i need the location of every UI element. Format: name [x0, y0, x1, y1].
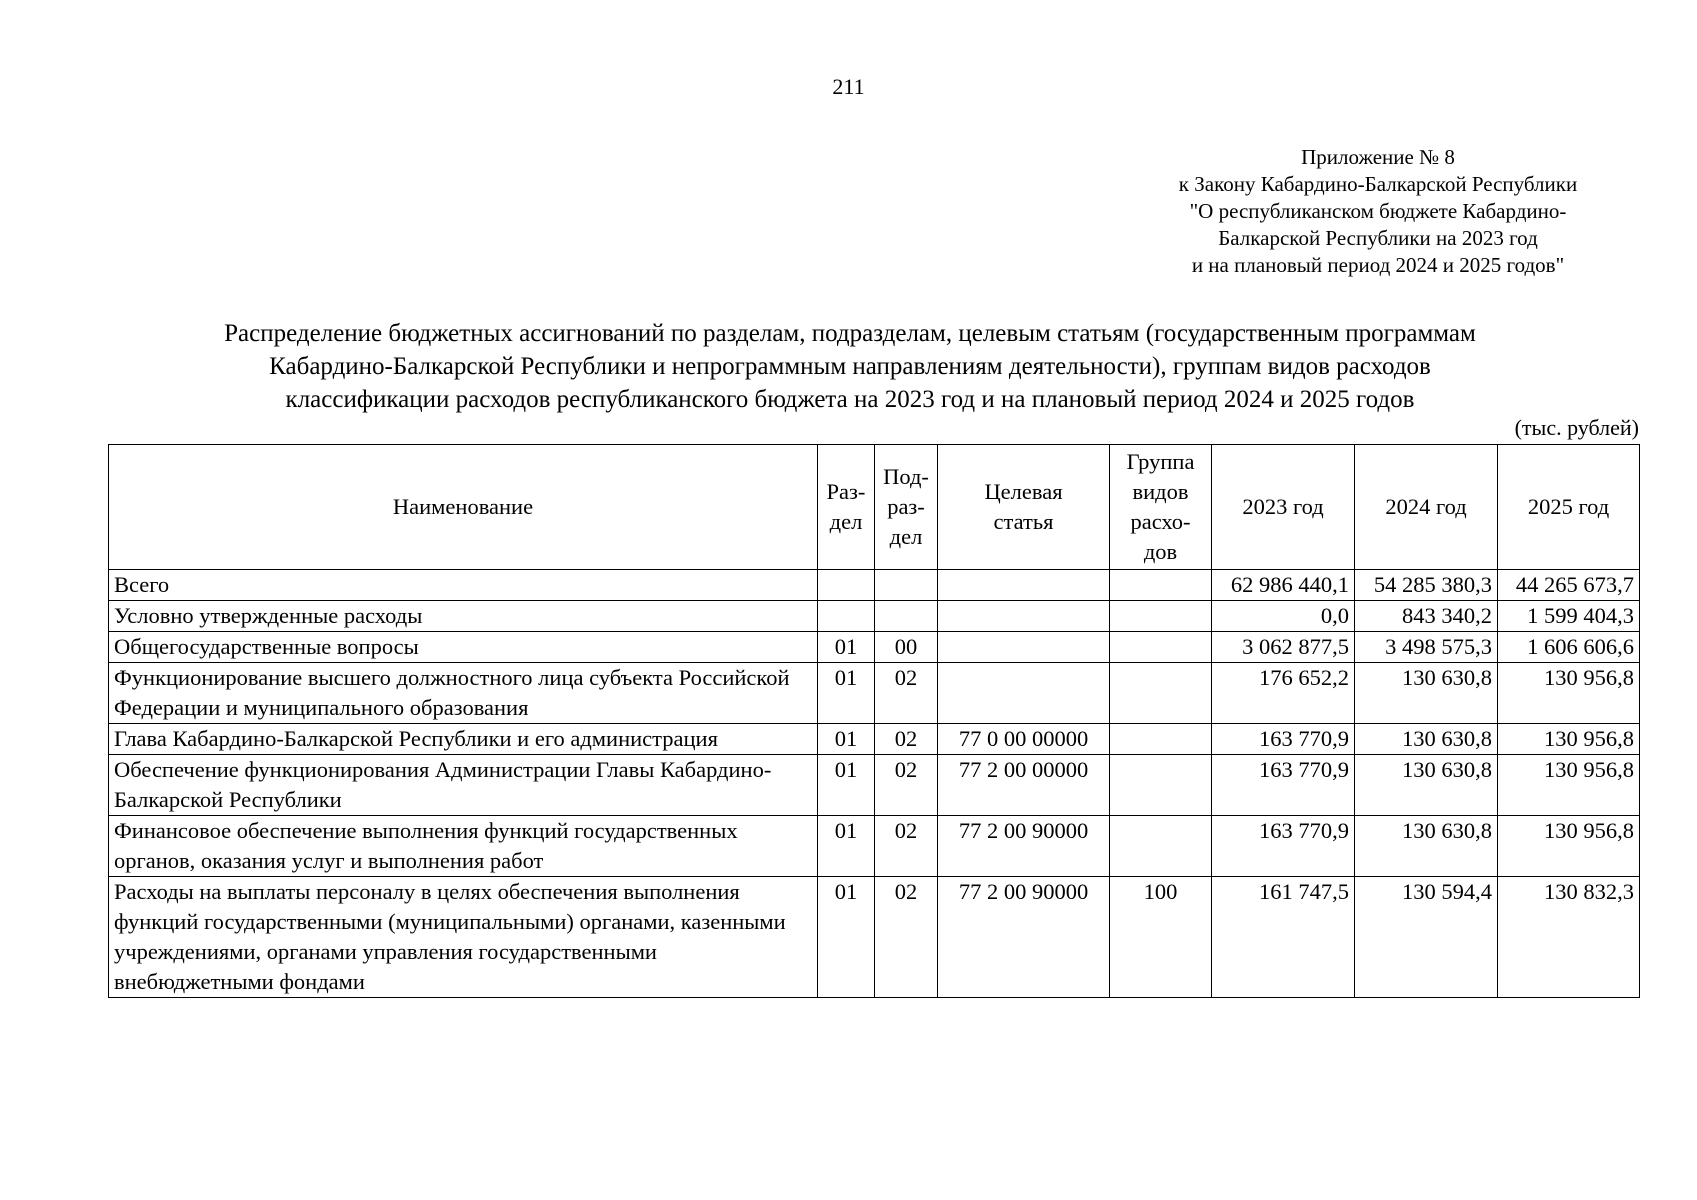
title-line: Распределение бюджетных ассигнований по разделам, подразделам, целевым статьям (государственным программам — [224, 320, 1476, 347]
cell-gruppa — [1110, 724, 1212, 755]
table-row — [109, 755, 1640, 816]
header-gruppa-vidov-rashodov: Группа видов расхо- дов — [1110, 445, 1212, 570]
cell-gruppa: 100 — [1110, 877, 1212, 998]
appendix-block — [1128, 144, 1628, 279]
header-razdel: Раз- дел — [818, 445, 875, 570]
cell-razdel — [818, 570, 875, 601]
cell-2023: 163 770,9 — [1212, 724, 1355, 755]
cell-gruppa — [1110, 755, 1212, 816]
cell-razdel: 01 — [818, 755, 875, 816]
cell-gruppa — [1110, 816, 1212, 877]
cell-name: Глава Кабардино-Балкарской Республики и его администрация — [109, 724, 818, 755]
cell-razdel: 01 — [818, 877, 875, 998]
cell-podrazdel — [875, 601, 938, 632]
table-row — [109, 816, 1640, 877]
document-title — [120, 317, 1580, 416]
cell-podrazdel: 02 — [875, 816, 938, 877]
cell-2024: 130 630,8 — [1355, 724, 1498, 755]
table-row — [109, 632, 1640, 663]
cell-razdel: 01 — [818, 816, 875, 877]
cell-celevaya-statya: 77 2 00 90000 — [938, 816, 1110, 877]
cell-2023: 163 770,9 — [1212, 816, 1355, 877]
cell-2025: 130 956,8 — [1498, 755, 1640, 816]
cell-2025: 130 956,8 — [1498, 663, 1640, 724]
appendix-line: "О республиканском бюджете Кабардино- — [1189, 199, 1567, 223]
cell-2023: 0,0 — [1212, 601, 1355, 632]
table-row — [109, 601, 1640, 632]
cell-2025: 1 599 404,3 — [1498, 601, 1640, 632]
title-line: классификации расходов республиканского бюджета на 2023 год и на плановый период 2024 и 2025 годов — [285, 386, 1415, 413]
cell-2025: 1 606 606,6 — [1498, 632, 1640, 663]
cell-name: Общегосударственные вопросы — [109, 632, 818, 663]
cell-2025: 44 265 673,7 — [1498, 570, 1640, 601]
cell-podrazdel: 02 — [875, 755, 938, 816]
table-row — [109, 570, 1640, 601]
cell-celevaya-statya: 77 0 00 00000 — [938, 724, 1110, 755]
cell-name: Условно утвержденные расходы — [109, 601, 818, 632]
cell-name: Финансовое обеспечение выполнения функций государственных органов, оказания услуг и выполнения работ — [109, 816, 818, 877]
cell-celevaya-statya — [938, 570, 1110, 601]
page-number: 211 — [832, 74, 865, 99]
table-row — [109, 877, 1640, 998]
header-2024: 2024 год — [1355, 445, 1498, 570]
header-2023: 2023 год — [1212, 445, 1355, 570]
cell-2024: 130 630,8 — [1355, 663, 1498, 724]
cell-2024: 130 630,8 — [1355, 755, 1498, 816]
appendix-line: Балкарской Республики на 2023 год — [1218, 226, 1538, 250]
cell-2024: 54 285 380,3 — [1355, 570, 1498, 601]
cell-podrazdel — [875, 570, 938, 601]
appendix-line: к Закону Кабардино-Балкарской Республики — [1178, 172, 1578, 196]
cell-2023: 161 747,5 — [1212, 877, 1355, 998]
cell-2024: 3 498 575,3 — [1355, 632, 1498, 663]
cell-2025: 130 956,8 — [1498, 724, 1640, 755]
cell-gruppa — [1110, 663, 1212, 724]
cell-razdel: 01 — [818, 724, 875, 755]
header-celevaya-statya: Целевая статья — [938, 445, 1110, 570]
table-header-row — [109, 445, 1640, 570]
cell-2023: 176 652,2 — [1212, 663, 1355, 724]
cell-2024: 130 630,8 — [1355, 816, 1498, 877]
cell-name: Функционирование высшего должностного лица субъекта Российской Федерации и муниципального образования — [109, 663, 818, 724]
cell-podrazdel: 02 — [875, 724, 938, 755]
cell-celevaya-statya — [938, 601, 1110, 632]
header-name: Наименование — [109, 445, 818, 570]
cell-name: Обеспечение функционирования Администрации Главы Кабардино-Балкарской Республики — [109, 755, 818, 816]
cell-celevaya-statya — [938, 663, 1110, 724]
table-row — [109, 724, 1640, 755]
header-podrazdel: Под- раз- дел — [875, 445, 938, 570]
cell-razdel: 01 — [818, 632, 875, 663]
cell-podrazdel: 02 — [875, 663, 938, 724]
cell-2024: 130 594,4 — [1355, 877, 1498, 998]
cell-2025: 130 956,8 — [1498, 816, 1640, 877]
budget-table — [108, 444, 1640, 998]
cell-gruppa — [1110, 570, 1212, 601]
header-2025: 2025 год — [1498, 445, 1640, 570]
units-label: (тыс. рублей) — [1514, 415, 1639, 440]
appendix-line: и на плановый период 2024 и 2025 годов" — [1191, 253, 1565, 277]
cell-gruppa — [1110, 632, 1212, 663]
cell-podrazdel: 02 — [875, 877, 938, 998]
cell-name: Расходы на выплаты персоналу в целях обеспечения выполнения функций государственными (муниципальными) органами, казенными учреждениями, органами управления государственными внебюджетными фондами — [109, 877, 818, 998]
cell-razdel — [818, 601, 875, 632]
appendix-line: Приложение № 8 — [1301, 145, 1455, 169]
cell-2024: 843 340,2 — [1355, 601, 1498, 632]
cell-2023: 3 062 877,5 — [1212, 632, 1355, 663]
cell-razdel: 01 — [818, 663, 875, 724]
cell-celevaya-statya: 77 2 00 90000 — [938, 877, 1110, 998]
cell-2023: 163 770,9 — [1212, 755, 1355, 816]
cell-2025: 130 832,3 — [1498, 877, 1640, 998]
cell-name: Всего — [109, 570, 818, 601]
title-line: Кабардино-Балкарской Республики и непрограммным направлениям деятельности), группам видов расходов — [269, 353, 1431, 380]
table-row — [109, 663, 1640, 724]
cell-celevaya-statya — [938, 632, 1110, 663]
cell-podrazdel: 00 — [875, 632, 938, 663]
cell-celevaya-statya: 77 2 00 00000 — [938, 755, 1110, 816]
cell-gruppa — [1110, 601, 1212, 632]
cell-2023: 62 986 440,1 — [1212, 570, 1355, 601]
